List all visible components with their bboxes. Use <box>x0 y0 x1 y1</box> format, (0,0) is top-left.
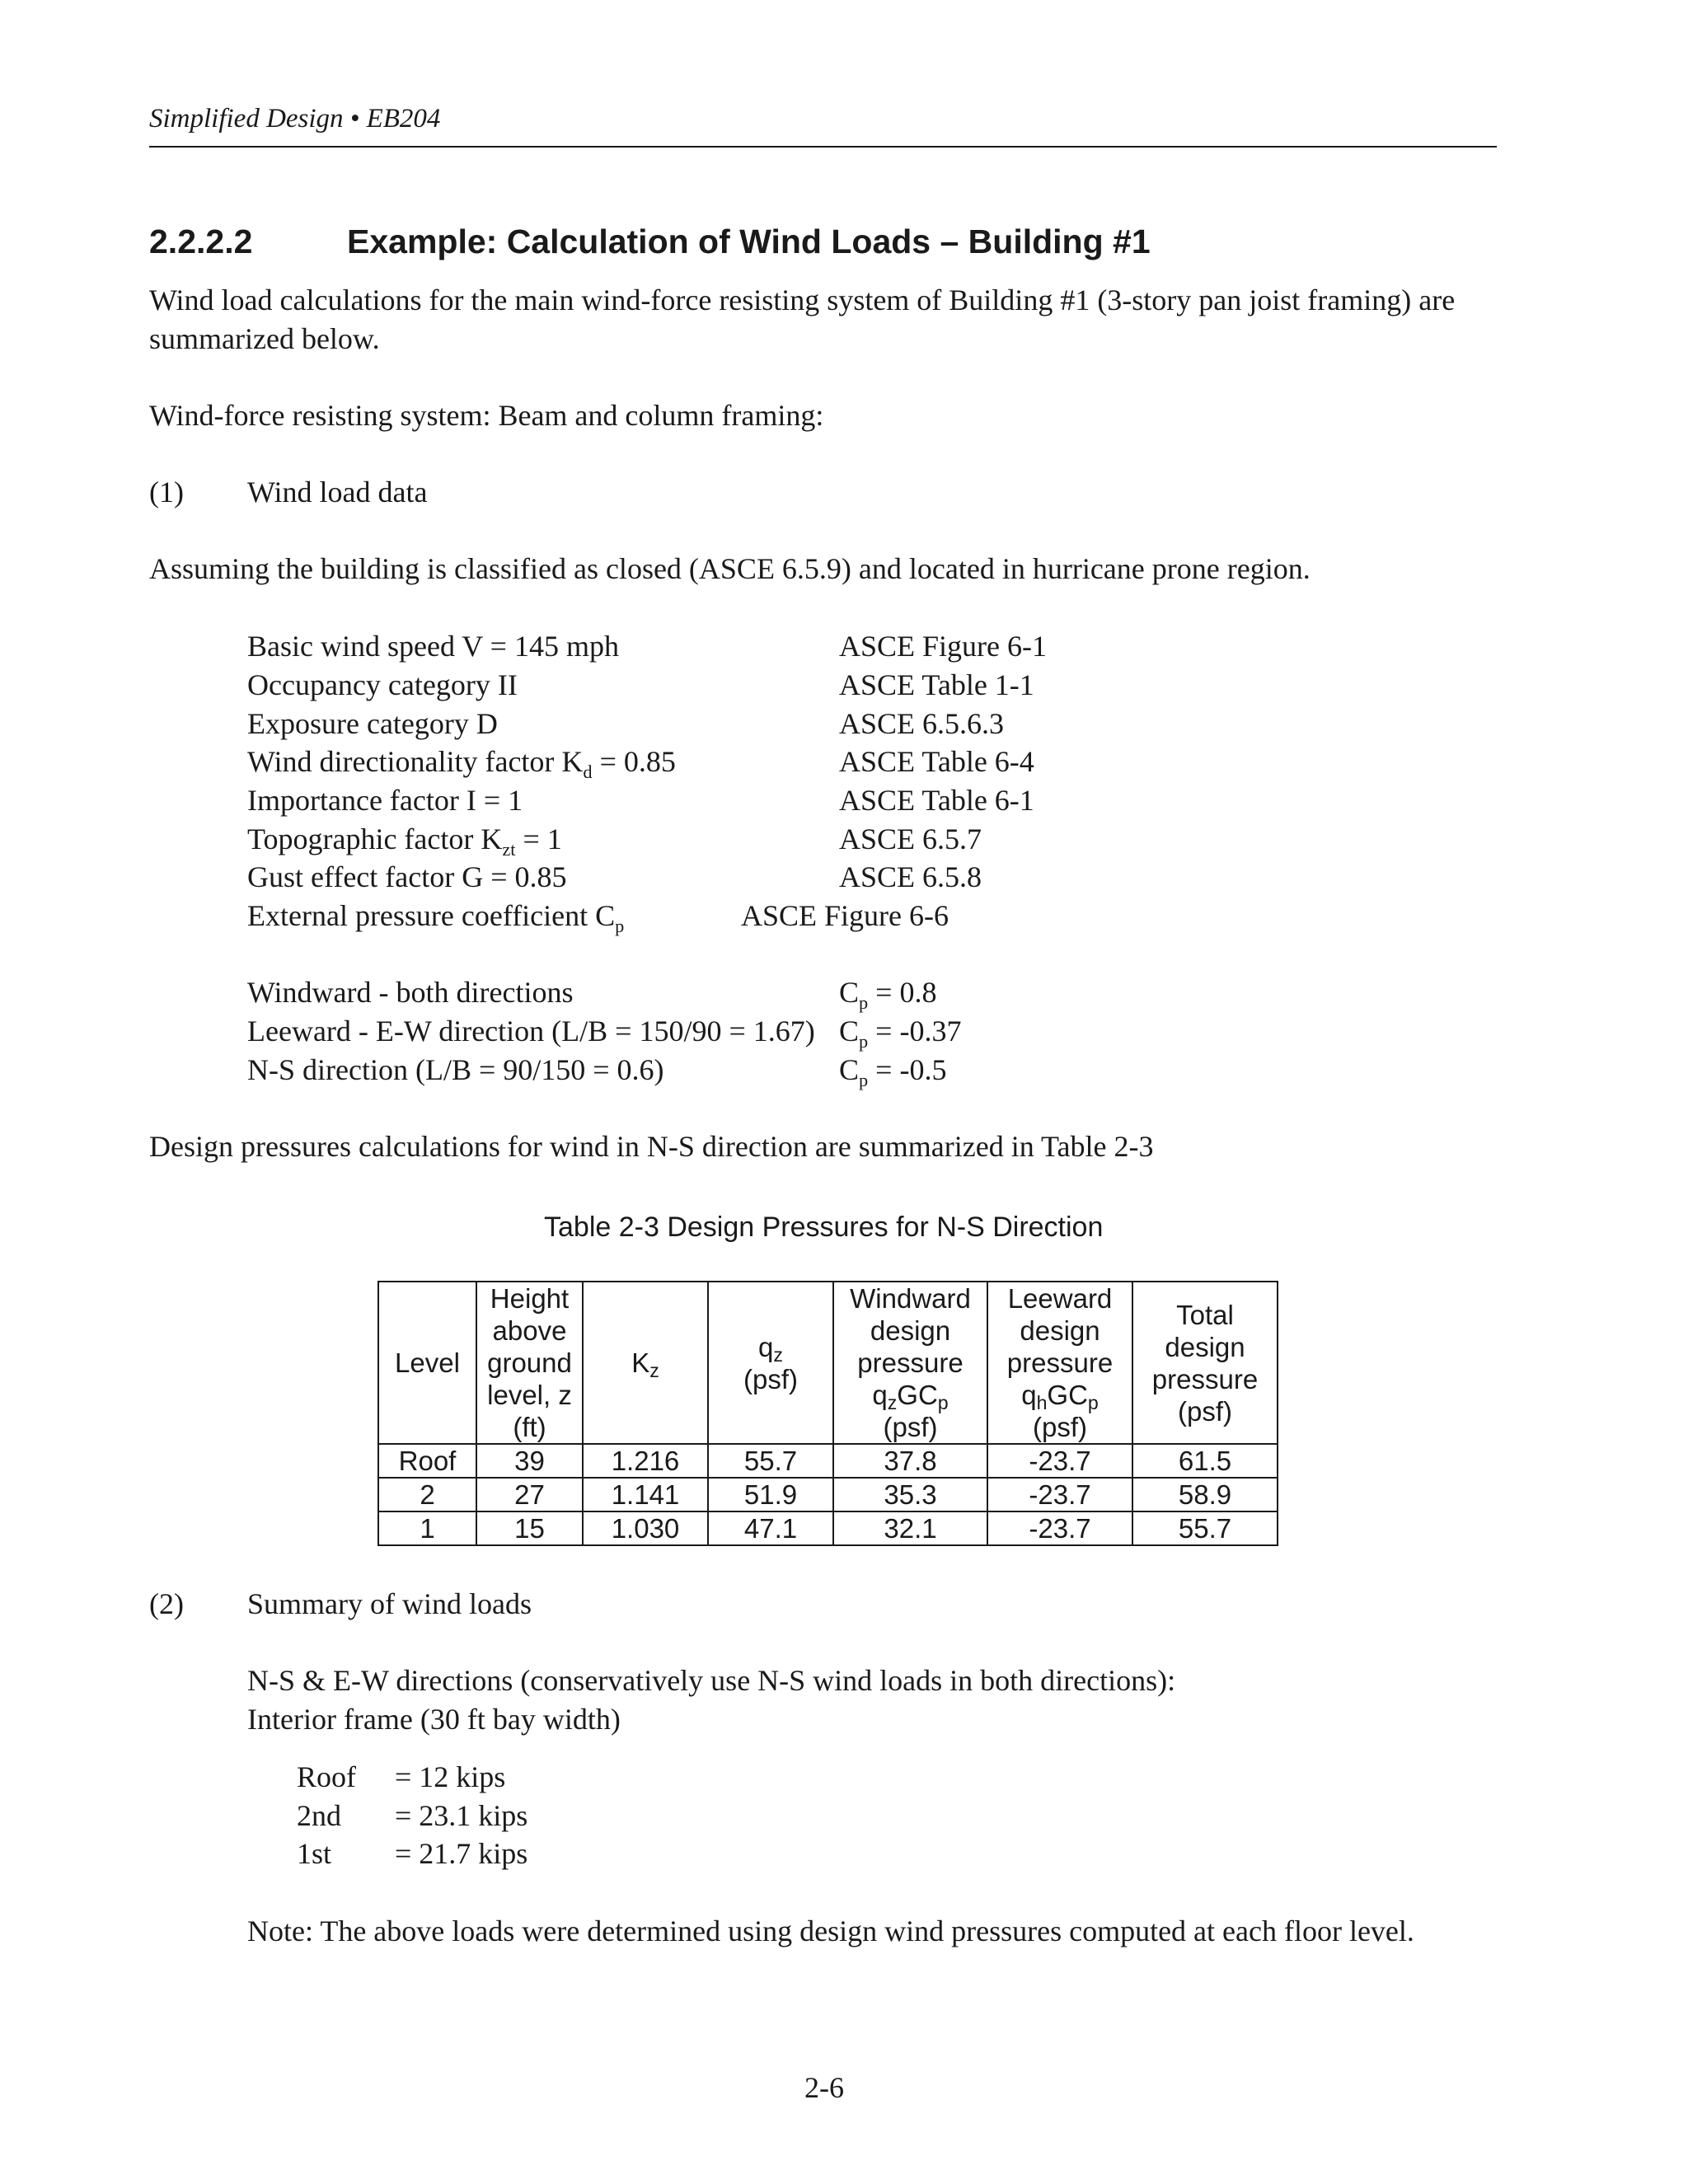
cell-kz: 1.216 <box>583 1444 708 1478</box>
intro-line-2: summarized below. <box>149 322 380 355</box>
step-2-title: Summary of wind loads <box>247 1587 532 1620</box>
cell-height: 15 <box>476 1511 583 1545</box>
step-2-number: (2) <box>149 1587 184 1620</box>
cell-level: 1 <box>378 1511 476 1545</box>
load-value: = 12 kips <box>395 1760 506 1793</box>
wind-data-ref: ASCE 6.5.7 <box>839 823 982 855</box>
cp-value: $C_p = -0.37$ <box>839 1015 962 1052</box>
cp-label: Leeward - E-W direction (L/B = 150/90 = 1.67) <box>247 1015 815 1047</box>
cell-total: 61.5 <box>1132 1444 1278 1478</box>
step-1-number: (1) <box>149 476 184 509</box>
summary-frame: Interior frame (30 ft bay width) <box>247 1703 621 1736</box>
design-pressure-table <box>377 1281 1278 1546</box>
cell-windward: 32.1 <box>833 1511 987 1545</box>
wind-data-ref: ASCE Table 6-4 <box>839 745 1034 778</box>
section-title: Example: Calculation of Wind Loads – Building #1 <box>347 223 1151 260</box>
design-note: Design pressures calculations for wind in N-S direction are summarized in Table 2-3 <box>149 1130 1154 1163</box>
wind-data-label: Importance factor I = 1 <box>247 784 523 817</box>
cp-label: Windward - both directions <box>247 976 574 1009</box>
summary-note: Note: The above loads were determined using design wind pressures computed at each floor level. <box>247 1915 1414 1947</box>
wind-data-ref: ASCE 6.5.6.3 <box>839 707 1005 740</box>
header-height: Height above ground level, z (ft) <box>476 1282 583 1444</box>
table-row <box>378 1478 1278 1511</box>
header-level: Level <box>378 1282 476 1444</box>
cp-label: N-S direction (L/B = 90/150 = 0.6) <box>247 1053 664 1086</box>
header-qz: qz (psf) <box>708 1282 833 1444</box>
load-level: Roof <box>297 1760 356 1793</box>
cell-qz: 51.9 <box>708 1478 833 1511</box>
header-leeward: Leeward design pressure qhGCp (psf) <box>987 1282 1132 1444</box>
wind-data-ref: ASCE Figure 6-6 <box>741 899 949 932</box>
cell-windward: 37.8 <box>833 1444 987 1478</box>
wind-data-label: Wind directionality factor $K_d = 0.85$ <box>247 745 676 782</box>
section-number: 2.2.2.2 <box>149 223 253 260</box>
cell-height: 27 <box>476 1478 583 1511</box>
load-value: = 21.7 kips <box>395 1837 528 1870</box>
wind-data-ref: ASCE Table 1-1 <box>839 668 1034 701</box>
cell-qz: 47.1 <box>708 1511 833 1545</box>
table-row <box>378 1511 1278 1545</box>
page-number: 2-6 <box>804 2071 844 2104</box>
wind-data-label: Gust effect factor G = 0.85 <box>247 860 567 893</box>
cell-qz: 55.7 <box>708 1444 833 1478</box>
cell-level: Roof <box>378 1444 476 1478</box>
summary-directions: N-S & E-W directions (conservatively use N-S wind loads in both directions): <box>247 1664 1176 1697</box>
cp-value: $C_p = 0.8$ <box>839 976 937 1013</box>
cell-kz: 1.141 <box>583 1478 708 1511</box>
cell-leeward: -23.7 <box>987 1478 1132 1511</box>
system-description: Wind-force resisting system: Beam and column framing: <box>149 399 824 432</box>
wind-data-label: Topographic factor $K_{zt} = 1$ <box>247 823 562 860</box>
load-level: 1st <box>297 1837 332 1870</box>
wind-data-ref: ASCE Figure 6-1 <box>839 630 1047 663</box>
cell-total: 55.7 <box>1132 1511 1278 1545</box>
load-value: = 23.1 kips <box>395 1799 528 1832</box>
header-divider <box>149 146 1497 148</box>
table-header-row <box>378 1282 1278 1444</box>
cp-value: $C_p = -0.5$ <box>839 1053 947 1090</box>
table-caption: Table 2-3 Design Pressures for N-S Direction <box>544 1212 1104 1243</box>
cell-leeward: -23.7 <box>987 1511 1132 1545</box>
wind-data-label: Exposure category D <box>247 707 498 740</box>
cell-kz: 1.030 <box>583 1511 708 1545</box>
cell-total: 58.9 <box>1132 1478 1278 1511</box>
wind-data-label: External pressure coefficient $C_p$ <box>247 899 625 936</box>
step-1-title: Wind load data <box>247 476 428 509</box>
cell-leeward: -23.7 <box>987 1444 1132 1478</box>
wind-data-ref: ASCE Table 6-1 <box>839 784 1034 817</box>
load-level: 2nd <box>297 1799 341 1832</box>
running-header: Simplified Design • EB204 <box>149 104 441 134</box>
wind-data-ref: ASCE 6.5.8 <box>839 860 982 893</box>
assumption-text: Assuming the building is classified as closed (ASCE 6.5.9) and located in hurricane prone region. <box>149 552 1311 585</box>
cell-windward: 35.3 <box>833 1478 987 1511</box>
cell-height: 39 <box>476 1444 583 1478</box>
table-row <box>378 1444 1278 1478</box>
header-kz: Kz <box>583 1282 708 1444</box>
intro-line-1: Wind load calculations for the main wind-force resisting system of Building #1 (3-story pan joist framing) are <box>149 284 1456 316</box>
header-windward: Windward design pressure qzGCp (psf) <box>833 1282 987 1444</box>
wind-data-label: Basic wind speed V = 145 mph <box>247 630 619 663</box>
wind-data-label: Occupancy category II <box>247 668 518 701</box>
cell-level: 2 <box>378 1478 476 1511</box>
header-total: Total design pressure (psf) <box>1132 1282 1278 1444</box>
